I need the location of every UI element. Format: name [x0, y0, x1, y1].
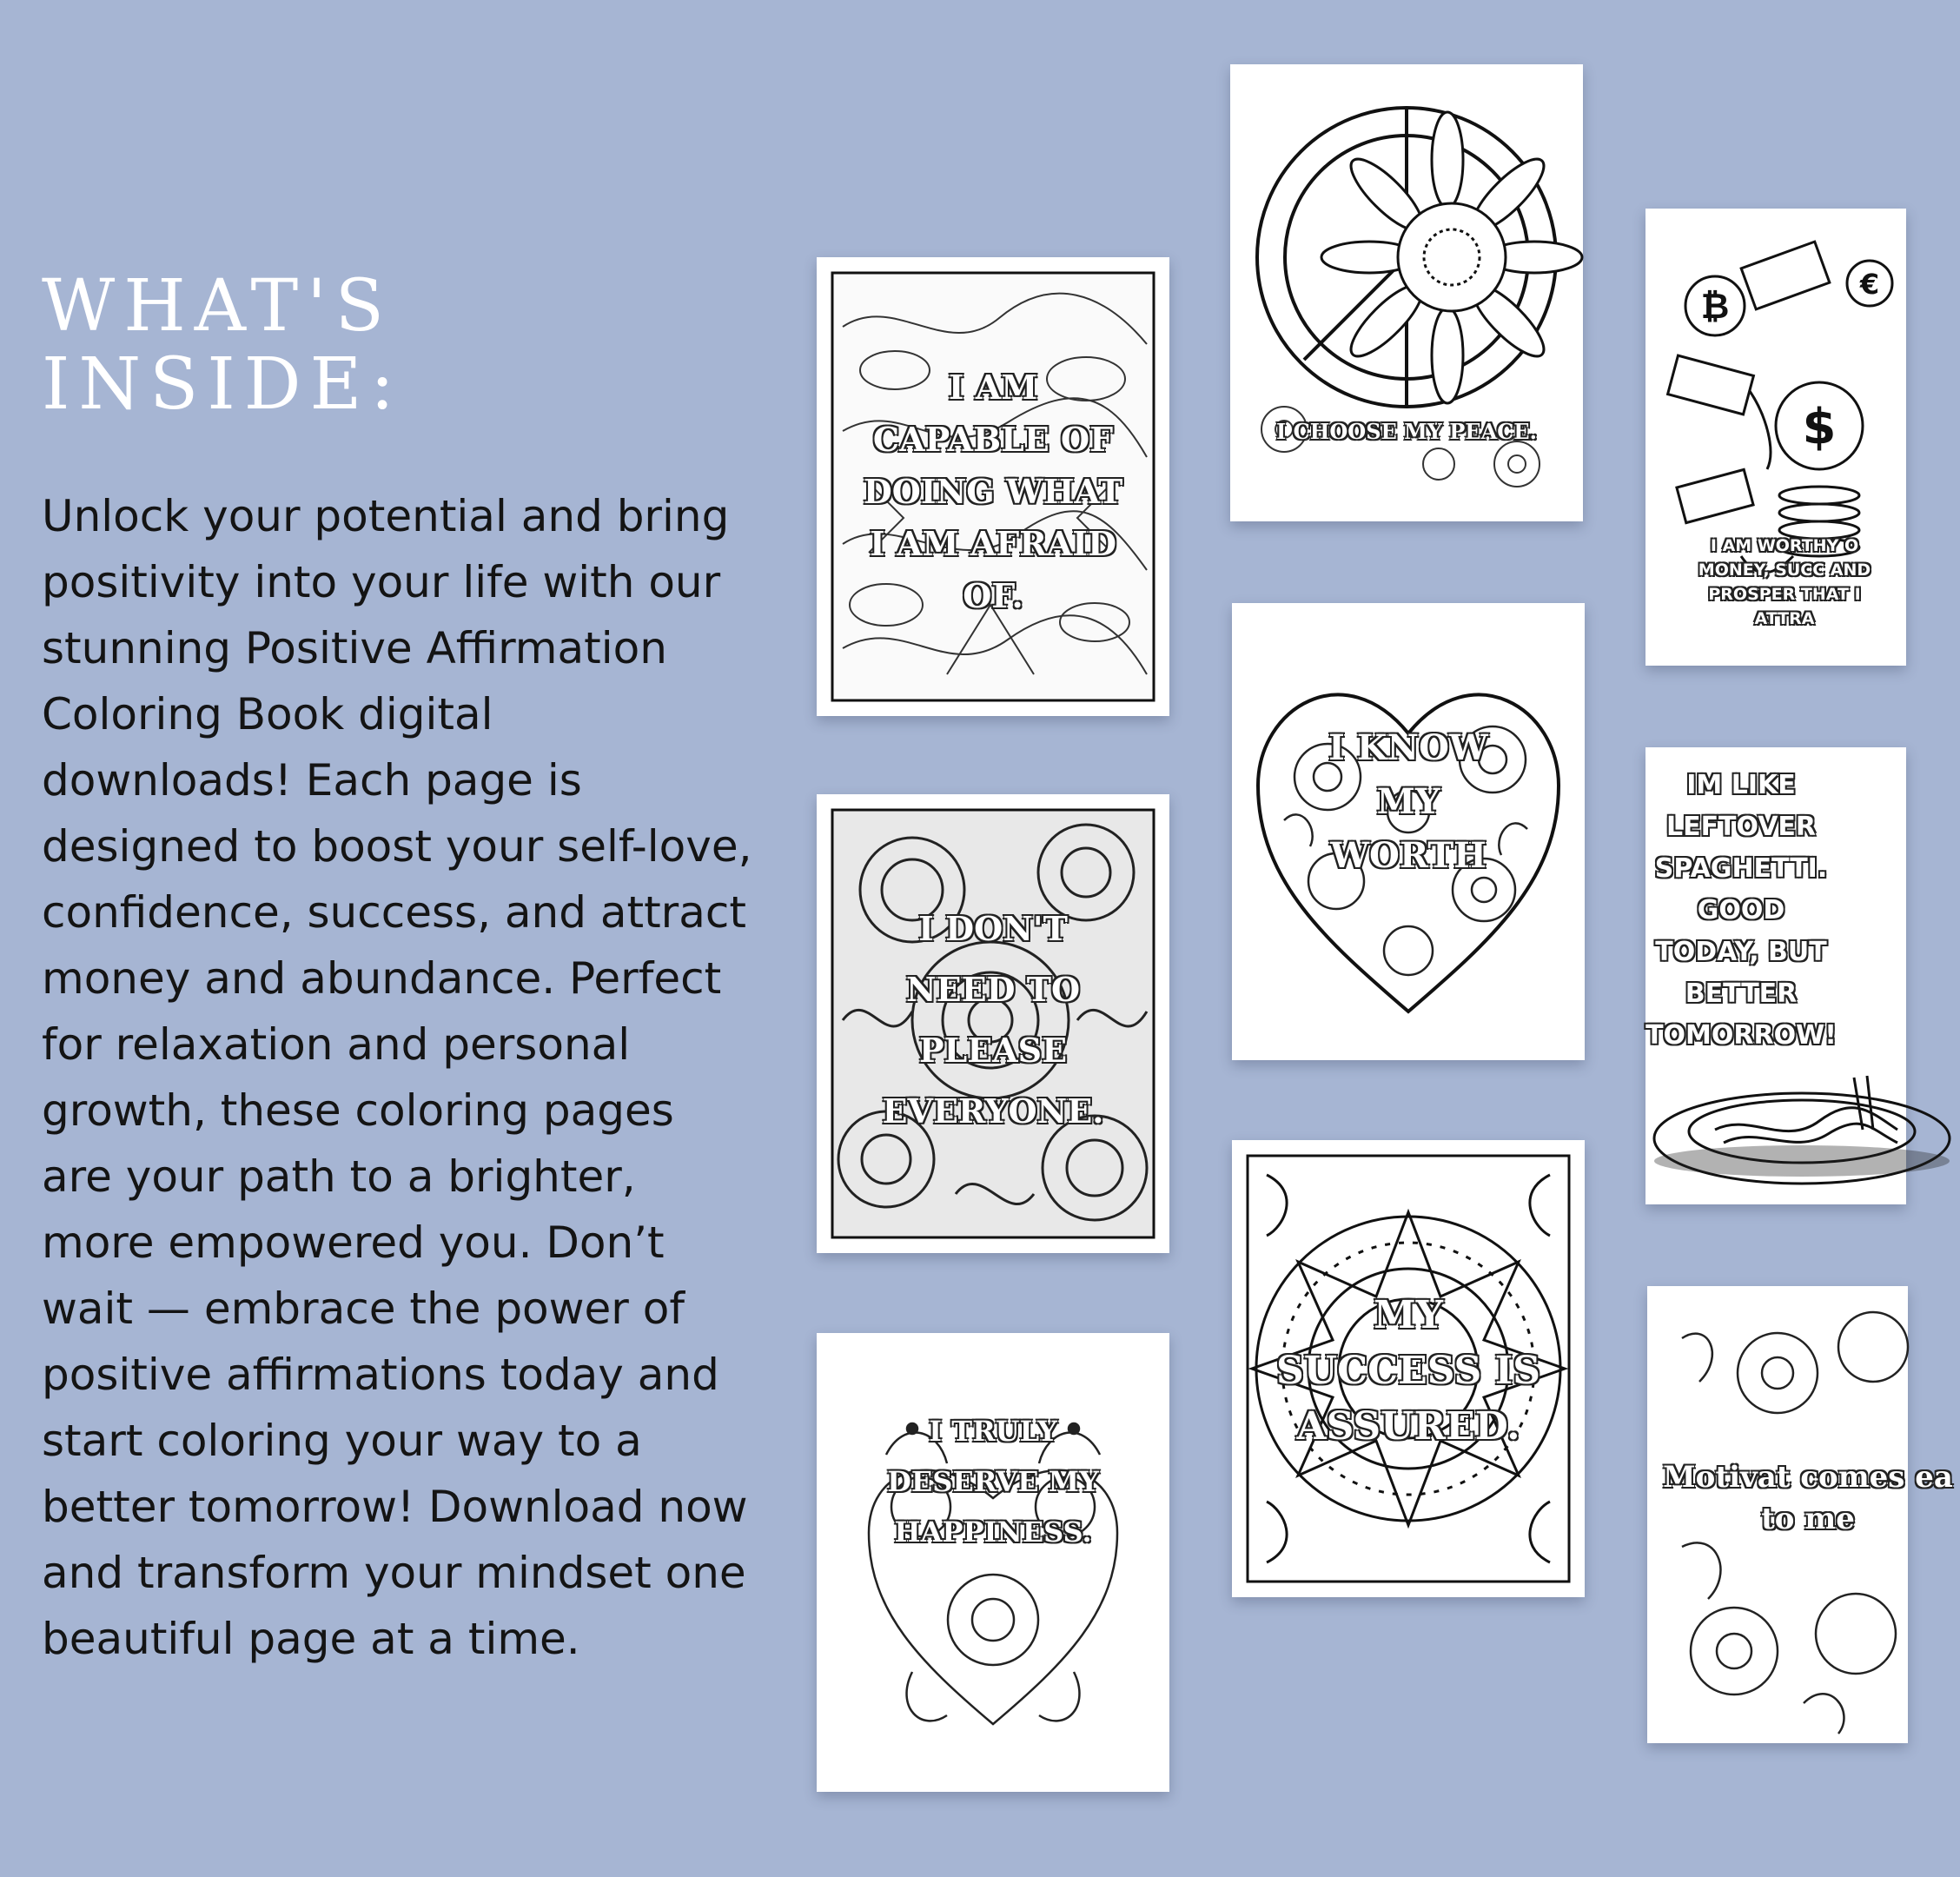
- affirmation-text: I AM WORTHY O MONEY, SUCC AND PROSPER THAT I ATTRA: [1698, 536, 1871, 628]
- peace-sunflower-illustration: [1230, 64, 1583, 521]
- description-text: Unlock your potential and bring positivity into your life with our stunning Positive Affirmation Coloring Book digital downloads! Each page is designed to boost your self-love, confidence, success, and attract money and abundance. Perfect for relaxation and personal growth, these coloring pages are your path to a brighter, more empowered you. Don’t wait — embrace the power of positive affirmations today and start coloring your way to a better tomorrow! Download now and transform your mindset one beautiful page at a time.: [42, 491, 752, 1664]
- page-success: [1232, 1140, 1585, 1597]
- page-spaghetti: [1645, 747, 1906, 1204]
- affirmation-text: IM LIKE LEFTOVER SPAGHETTI. GOOD TODAY, BUT BETTER TOMORROW!: [1645, 770, 1837, 1051]
- svg-text:$: $: [1802, 399, 1837, 455]
- affirmation-text: I AM CAPABLE OF DOING WHAT I AM AFRAID OF.: [863, 368, 1123, 615]
- floral-heart-illustration: [817, 1333, 1169, 1792]
- page-peace: [1230, 64, 1583, 521]
- heading-line-2: INSIDE:: [42, 343, 403, 426]
- page-worth: [1232, 603, 1585, 1060]
- page-motivation: [1647, 1286, 1953, 1743]
- affirmation-text: I DON'T NEED TO PLEASE EVERYONE.: [882, 909, 1104, 1131]
- heading-line-1: WHAT'S: [42, 265, 393, 348]
- section-heading: [42, 265, 403, 426]
- affirmation-text: I KNOW MY WORTH: [1328, 727, 1488, 876]
- page-happiness: [817, 1333, 1169, 1792]
- affirmation-text: I TRULY DESERVE MY HAPPINESS.: [887, 1415, 1099, 1549]
- svg-text:€: €: [1859, 268, 1880, 301]
- affirmation-text: MY SUCCESS IS ASSURED.: [1276, 1293, 1540, 1449]
- affirmation-text: I CHOOSE MY PEACE.: [1276, 419, 1537, 444]
- page-capable: [817, 257, 1169, 716]
- page-worthy: [1645, 209, 1906, 666]
- page-please: [817, 794, 1169, 1253]
- affirmation-text: Motivat comes ea to me: [1663, 1460, 1953, 1536]
- svg-text:₿: ₿: [1700, 287, 1730, 327]
